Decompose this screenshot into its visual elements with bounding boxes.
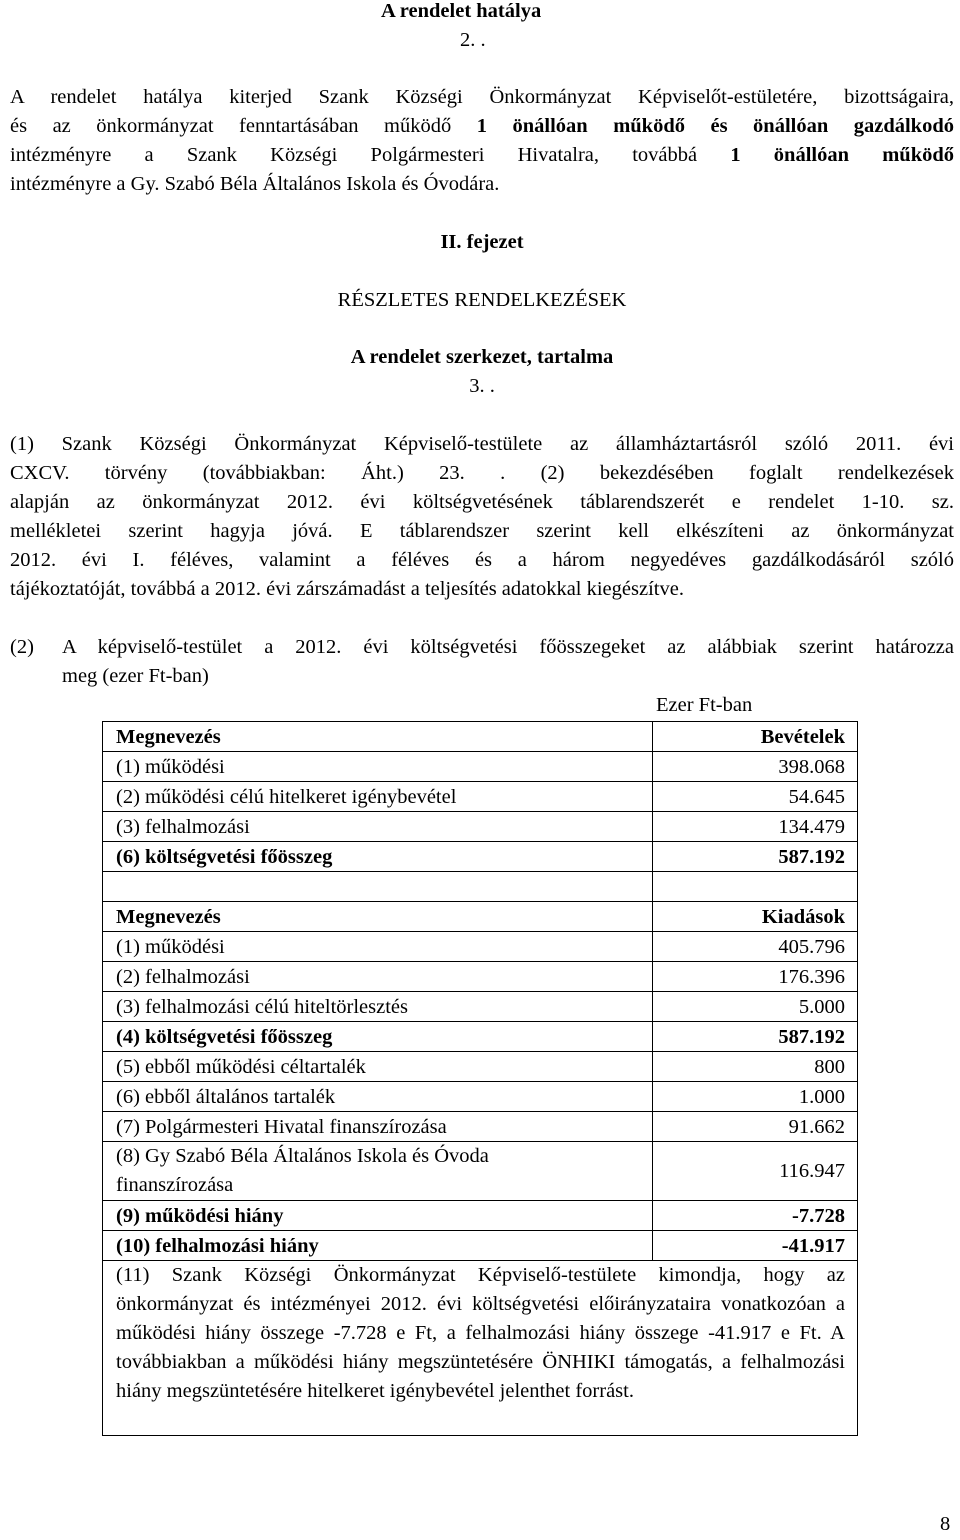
text-line: (1) Szank Községi Önkormányzat Képviselő-testülete az államháztartásról szóló 2011. évi [10, 433, 954, 455]
table-row-total [103, 1022, 858, 1052]
row-label: (3) felhalmozási célú hiteltörlesztés [103, 992, 653, 1022]
table-row-deficit [103, 1201, 858, 1231]
row-label: (10) felhalmozási hiány [103, 1231, 653, 1261]
text-line: mellékletei szerint hagyja jóvá. E táblarendszer szerint kell elkészíteni az önkormányzat [10, 520, 954, 542]
text-line: A rendelet hatálya kiterjed Szank Községi Önkormányzat Képviselőt-estületére, bizottságaira, [10, 86, 954, 108]
row-label-line: (8) Gy Szabó Béla Általános Iskola és Óvoda [116, 1145, 489, 1167]
row-label: (5) ebből működési céltartalék [103, 1052, 653, 1082]
row-value: 54.645 [653, 782, 858, 812]
text-line: alapján az önkormányzat 2012. évi költségvetésének táblarendszerét e rendelet 1-10. sz. [10, 491, 954, 513]
budget-table [102, 721, 858, 1436]
chapter-number: II. fejezet [440, 231, 524, 253]
row-label-line: finanszírozása [116, 1174, 234, 1196]
row-label: (9) működési hiány [103, 1201, 653, 1231]
paragraph-label: (2) [10, 636, 34, 658]
table-row-deficit [103, 1231, 858, 1261]
row-value: 398.068 [653, 752, 858, 782]
page-number: 8 [940, 1513, 951, 1535]
row-value: 5.000 [653, 992, 858, 1022]
row-value: 91.662 [653, 1112, 858, 1142]
text-line [10, 141, 954, 171]
text-line-part: és az önkormányzat fenntartásában működő [10, 115, 477, 137]
text-line: CXCV. törvény (továbbiakban: Áht.) 23. . (2) bekezdésében foglalt rendelkezések [10, 462, 954, 484]
table-row [103, 1112, 858, 1142]
table-row [103, 1082, 858, 1112]
table-row [103, 962, 858, 992]
paragraph-number: 2. . [460, 29, 486, 51]
table-row-total [103, 842, 858, 872]
table-note: (11) Szank Községi Önkormányzat Képviselő-testülete kimondja, hogy az önkormányzat és intézményei 2012. évi költségvetési előirányzataira vonatkozóan a működési hiány összege -7.728 e Ft, a felhalmozási hiány összege -41.917 e Ft. A továbbiakban a működési hiány megszüntetésére ÖNHIKI támogatás, a felhalmozási hiány megszüntetésére hitelkeret igénybevétel jelenthet forrást. [103, 1261, 858, 1436]
row-value: 176.396 [653, 962, 858, 992]
text-line: intézményre a Gy. Szabó Béla Általános Iskola és Óvodára. [10, 173, 500, 195]
column-header: Megnevezés [103, 902, 653, 932]
text-line-part-bold: 1 önállóan működő [730, 144, 954, 166]
table-row [103, 932, 858, 962]
table-row [103, 782, 858, 812]
row-value: 587.192 [653, 842, 858, 872]
row-label [103, 1142, 653, 1201]
row-label: (2) felhalmozási [103, 962, 653, 992]
row-label: (1) működési [103, 752, 653, 782]
chapter-title: RÉSZLETES RENDELKEZÉSEK [337, 289, 627, 311]
text-line-part-bold: 1 önállóan működő és önállóan gazdálkodó [476, 115, 954, 137]
text-line: 2012. évi I. féléves, valamint a féléves és a három negyedéves gazdálkodásáról szóló [10, 549, 954, 571]
row-label: (6) ebből általános tartalék [103, 1082, 653, 1112]
row-value: 587.192 [653, 1022, 858, 1052]
empty-cell [653, 872, 858, 902]
table-row [103, 1142, 858, 1201]
table-row [103, 752, 858, 782]
column-header: Bevételek [653, 722, 858, 752]
row-label: (4) költségvetési főösszeg [103, 1022, 653, 1052]
text-line: tájékoztatóját, továbbá a 2012. évi zárszámadást a teljesítés adatokkal kiegészítve. [10, 578, 684, 600]
row-value: -41.917 [653, 1231, 858, 1261]
table-row [103, 992, 858, 1022]
row-value: 405.796 [653, 932, 858, 962]
empty-cell [103, 872, 653, 902]
row-value: 1.000 [653, 1082, 858, 1112]
row-value: 116.947 [653, 1142, 858, 1201]
chapter-subtitle: A rendelet szerkezet, tartalma [350, 346, 614, 368]
unit-label: Ezer Ft-ban [656, 694, 753, 716]
table-header-row [103, 902, 858, 932]
text-line: meg (ezer Ft-ban) [62, 665, 209, 687]
column-header: Megnevezés [103, 722, 653, 752]
table-note-row [103, 1261, 858, 1436]
row-value: 800 [653, 1052, 858, 1082]
row-label: (2) működési célú hitelkeret igénybevétel [103, 782, 653, 812]
table-row [103, 812, 858, 842]
column-header: Kiadások [653, 902, 858, 932]
table-header-row [103, 722, 858, 752]
row-label: (3) felhalmozási [103, 812, 653, 842]
row-value: 134.479 [653, 812, 858, 842]
row-label: (1) működési [103, 932, 653, 962]
section-heading: A rendelet hatálya [381, 0, 542, 22]
text-line: A képviselő-testület a 2012. évi költségvetési főösszegeket az alábbiak szerint határozza [62, 636, 954, 658]
table-spacer-row [103, 872, 858, 902]
row-label: (7) Polgármesteri Hivatal finanszírozása [103, 1112, 653, 1142]
table-row [103, 1052, 858, 1082]
text-line-part: intézményre a Szank Községi Polgármesteri Hivatalra, továbbá [10, 144, 731, 166]
row-value: -7.728 [653, 1201, 858, 1231]
row-label: (6) költségvetési főösszeg [103, 842, 653, 872]
text-line [10, 112, 954, 142]
paragraph-number: 3. . [469, 375, 495, 397]
